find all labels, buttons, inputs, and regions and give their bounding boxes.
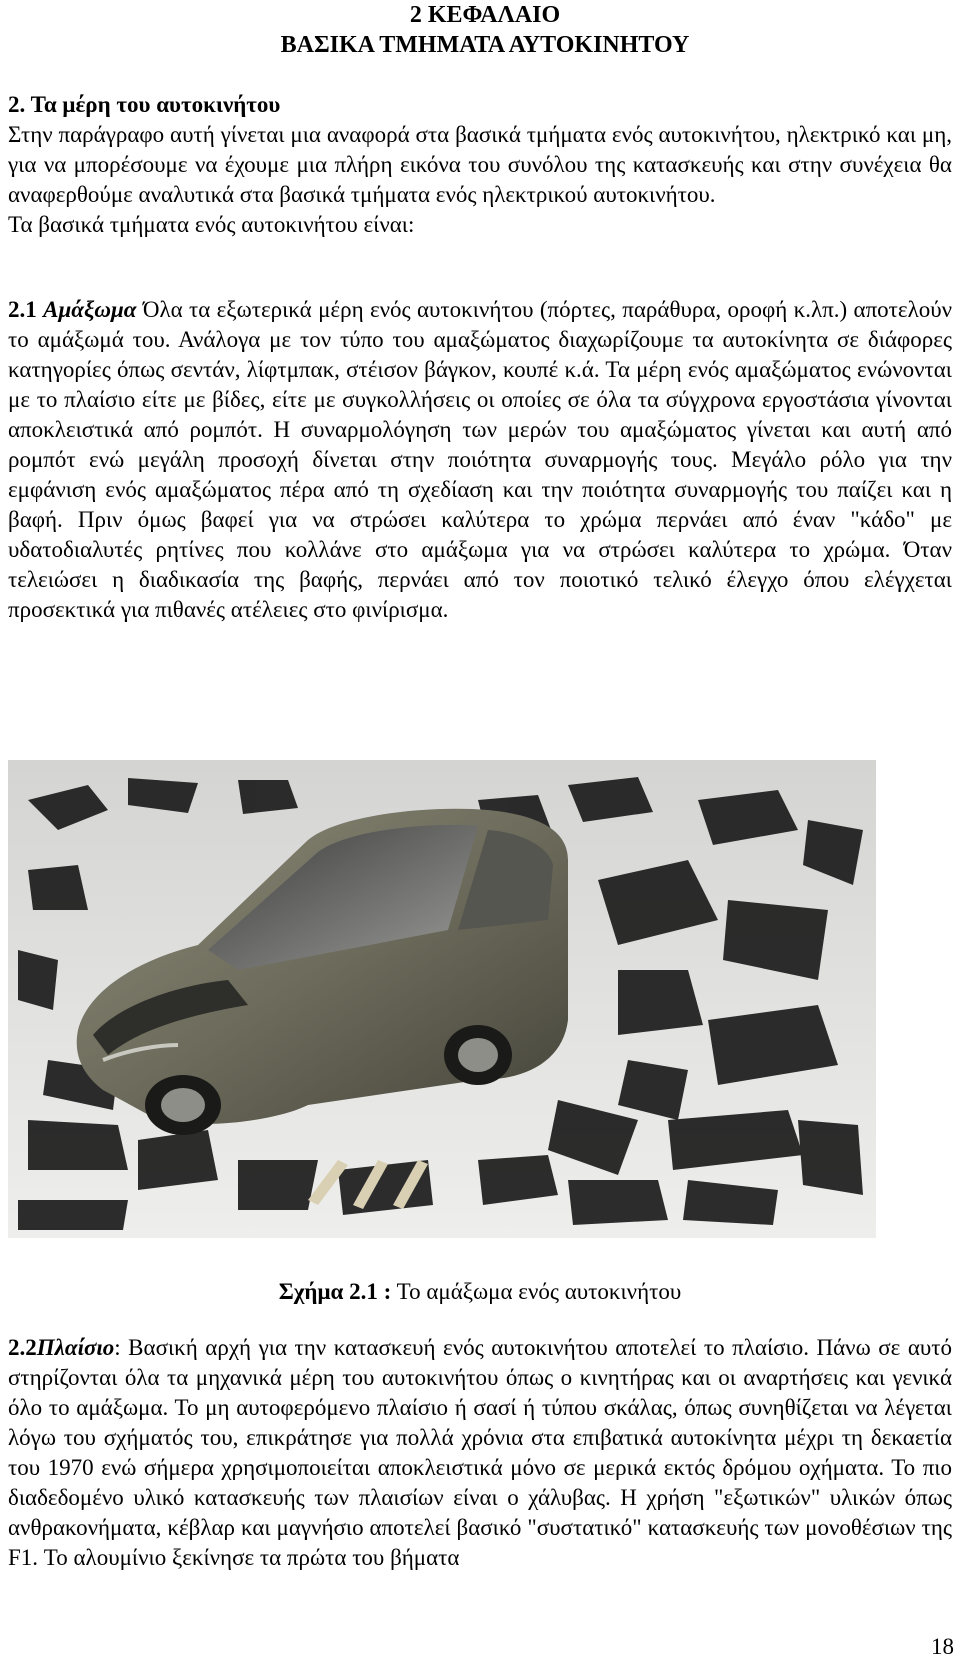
section-2-2-term: Πλαίσιο [36, 1335, 115, 1360]
car-body-figure [8, 760, 876, 1238]
section-2-intro: Στην παράγραφο αυτή γίνεται μια αναφορά στα βασικά τμήματα ενός αυτοκινήτου, ηλεκτρικό και μη, για να μπορέσουμε να έχουμε μια πλήρη εικόνα του συνόλου της κατασκευής και στην συνέχεια θα αναφερθούμε αναλυτικά στα βασικά τμήματα ενός ηλεκτρικού αυτοκινήτου. [8, 122, 952, 207]
section-2-2-body: : Βασική αρχή για την κατασκευή ενός αυτοκινήτου αποτελεί το πλαίσιο. Πάνω σε αυτό στηρίζονται όλα τα μηχανικά μέρη του αυτοκινήτου όπως ο κινητήρας και οι αναρτήσεις και γενικά όλο το αμάξωμα. Το μη αυτοφερόμενο πλαίσιο ή σασί ή τύπου σκάλας, όπως συνηθίζεται να λέγεται λόγω του σχήματός του, επικράτησε για πολλά χρόνια στα επιβατικά αυτοκίνητα μέχρι τη δεκαετία του 1970 ενώ σήμερα χρησιμοποιείται αποκλειστικά μόνο σε μερικά εκτός δρόμου οχήματα. Το πιο διαδεδομένο υλικό κατασκευής των πλαισίων είναι ο χάλυβας. Η χρήση "εξωτικών" υλικών όπως ανθρακονήματα, κέβλαρ και μαγνήσιο αποτελεί βασικό "συστατικό" κατασκευής των μονοθέσιων της F1. Το αλουμίνιο ξεκίνησε τα πρώτα του βήματα [8, 1335, 952, 1570]
section-2-2 [8, 1333, 952, 1573]
chapter-number: 2 ΚΕΦΑΛΑΙΟ [409, 2, 561, 28]
chapter-heading [235, 0, 735, 60]
section-2-2-number: 2.2 [8, 1335, 37, 1360]
figure-label: Σχήμα 2.1 : [278, 1279, 392, 1304]
section-2-1 [8, 295, 952, 625]
chapter-title: ΒΑΣΙΚΑ ΤΜΗΜΑΤΑ ΑΥΤΟΚΙΝΗΤΟΥ [280, 32, 690, 58]
figure-caption [0, 1277, 960, 1307]
section-2-1-term: Αμάξωμα [43, 297, 137, 322]
section-2-1-body: Όλα τα εξωτερικά μέρη ενός αυτοκινήτου (πόρτες, παράθυρα, οροφή κ.λπ.) αποτελούν το αμάξωμά του. Ανάλογα με τον τύπο του αμαξώματος διαχωρίζουμε τα αυτοκίνητα σε διάφορες κατηγορίες όπως σεντάν, λίφτμπακ, στέισον βάγκον, κουπέ κ.ά. Τα μέρη ενός αμαξώματος ενώνονται με το πλαίσιο είτε με βίδες, είτε με συγκολλήσεις οι οποίες σε όλα τα σύγχρονα εργοστάσια γίνονται αποκλειστικά από ρομπότ. Η συναρμολόγηση των μερών του αμαξώματος γίνεται και αυτή από ρομπότ ενώ μεγάλη προσοχή δίνεται στην ποιότητα συναρμογής τους. Μεγάλο ρόλο για την εμφάνιση ενός αμαξώματος πέρα από τη σχεδίαση και την ποιότητα συναρμογής του παίζει και η βαφή. Πριν όμως βαφεί για να στρώσει καλύτερα το χρώμα περνάει από έναν "κάδο" με υδατοδιαλυτές ρητίνες που κολλάνε στο αμάξωμα για να στρώσει καλύτερα το χρώμα. Όταν τελειώσει η διαδικασία της βαφής, περνάει από τον ποιοτικό τελικό έλεγχο όπου ελέγχεται προσεκτικά για πιθανές ατέλειες στο φινίρισμα. [8, 297, 953, 622]
page-number: 18 [931, 1634, 954, 1659]
figure-caption-text: Το αμάξωμα ενός αυτοκινήτου [396, 1279, 682, 1304]
car-body-illustration [8, 760, 876, 1238]
section-2-heading: 2. Τα μέρη του αυτοκινήτου [8, 92, 281, 117]
section-2 [8, 90, 952, 240]
section-2-1-number: 2.1 [8, 297, 37, 322]
section-2-list-intro: Τα βασικά τμήματα ενός αυτοκινήτου είναι: [8, 212, 415, 237]
